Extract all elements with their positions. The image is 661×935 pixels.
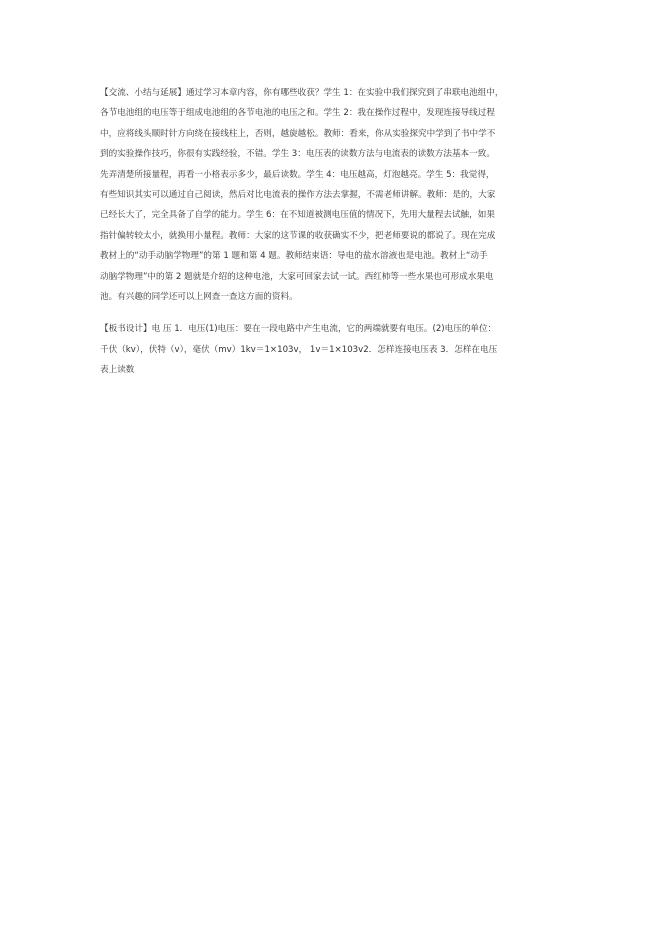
paragraph-line: 到的实验操作技巧，你很有实践经验，不错。学生 3：电压表的读数方法与电流表的读数方法基本一致。 — [100, 149, 495, 160]
paragraph-line: 动脑学物理”中的第 2 题就是介绍的这种电池，大家可回家去试一试。西红柿等一些水果也可形成水果电 — [100, 271, 494, 282]
board-design-paragraph — [100, 319, 568, 380]
paragraph-line: 先弄清楚所接量程，再看一小格表示多少，最后读数。学生 4：电压越高，灯泡越亮。学生 5：我觉得， — [100, 169, 495, 180]
paragraph-line: 有些知识其实可以通过自己阅读，然后对比电流表的操作方法去掌握，不需老师讲解。教师：是的，大家 — [100, 190, 496, 201]
paragraph-line: 池。有兴趣的同学还可以上网查一查这方面的资料。 — [100, 292, 298, 303]
paragraph-line: 教材上的“动手动脑学物理”的第 1 题和第 4 题。教师结束语：导电的盐水溶液也是电池。教材上“动手 — [100, 251, 488, 262]
document-body — [100, 83, 568, 381]
paragraph-line: 已经长大了，完全具备了自学的能力。学生 6：在不知道被测电压值的情况下，先用大量程去试触，如果 — [100, 210, 495, 221]
paragraph-line: 【交流、小结与延展】通过学习本章内容，你有哪些收获？学生 1：在实验中我们探究到了串联电池组中， — [100, 88, 504, 98]
paragraph-line: 指针偏转较太小，就换用小量程。教师：大家的这节课的收获确实不少，把老师要说的都说了。现在完成 — [100, 230, 496, 241]
summary-paragraph — [100, 83, 568, 307]
paragraph-line: 各节电池组的电压等于组成电池组的各节电池的电压之和。学生 2：我在操作过程中，发现连接导线过程 — [100, 108, 495, 119]
paragraph-line: 表上读数 — [100, 365, 135, 376]
paragraph-line: 中，应将线头顺时针方向绕在接线柱上，否则，越旋越松。教师：看来，你从实验探究中学到了书中学不 — [100, 128, 496, 139]
paragraph-line: 【板书设计】电 压 1．电压(1)电压：要在一段电路中产生电流，它的两端就要有电压。(2)电压的单位： — [100, 324, 497, 335]
paragraph-line: 千伏（kv），伏特（v），毫伏（mv）1kv＝1×103v， 1v＝1×103v2．怎样连接电压表 3．怎样在电压 — [100, 344, 498, 355]
